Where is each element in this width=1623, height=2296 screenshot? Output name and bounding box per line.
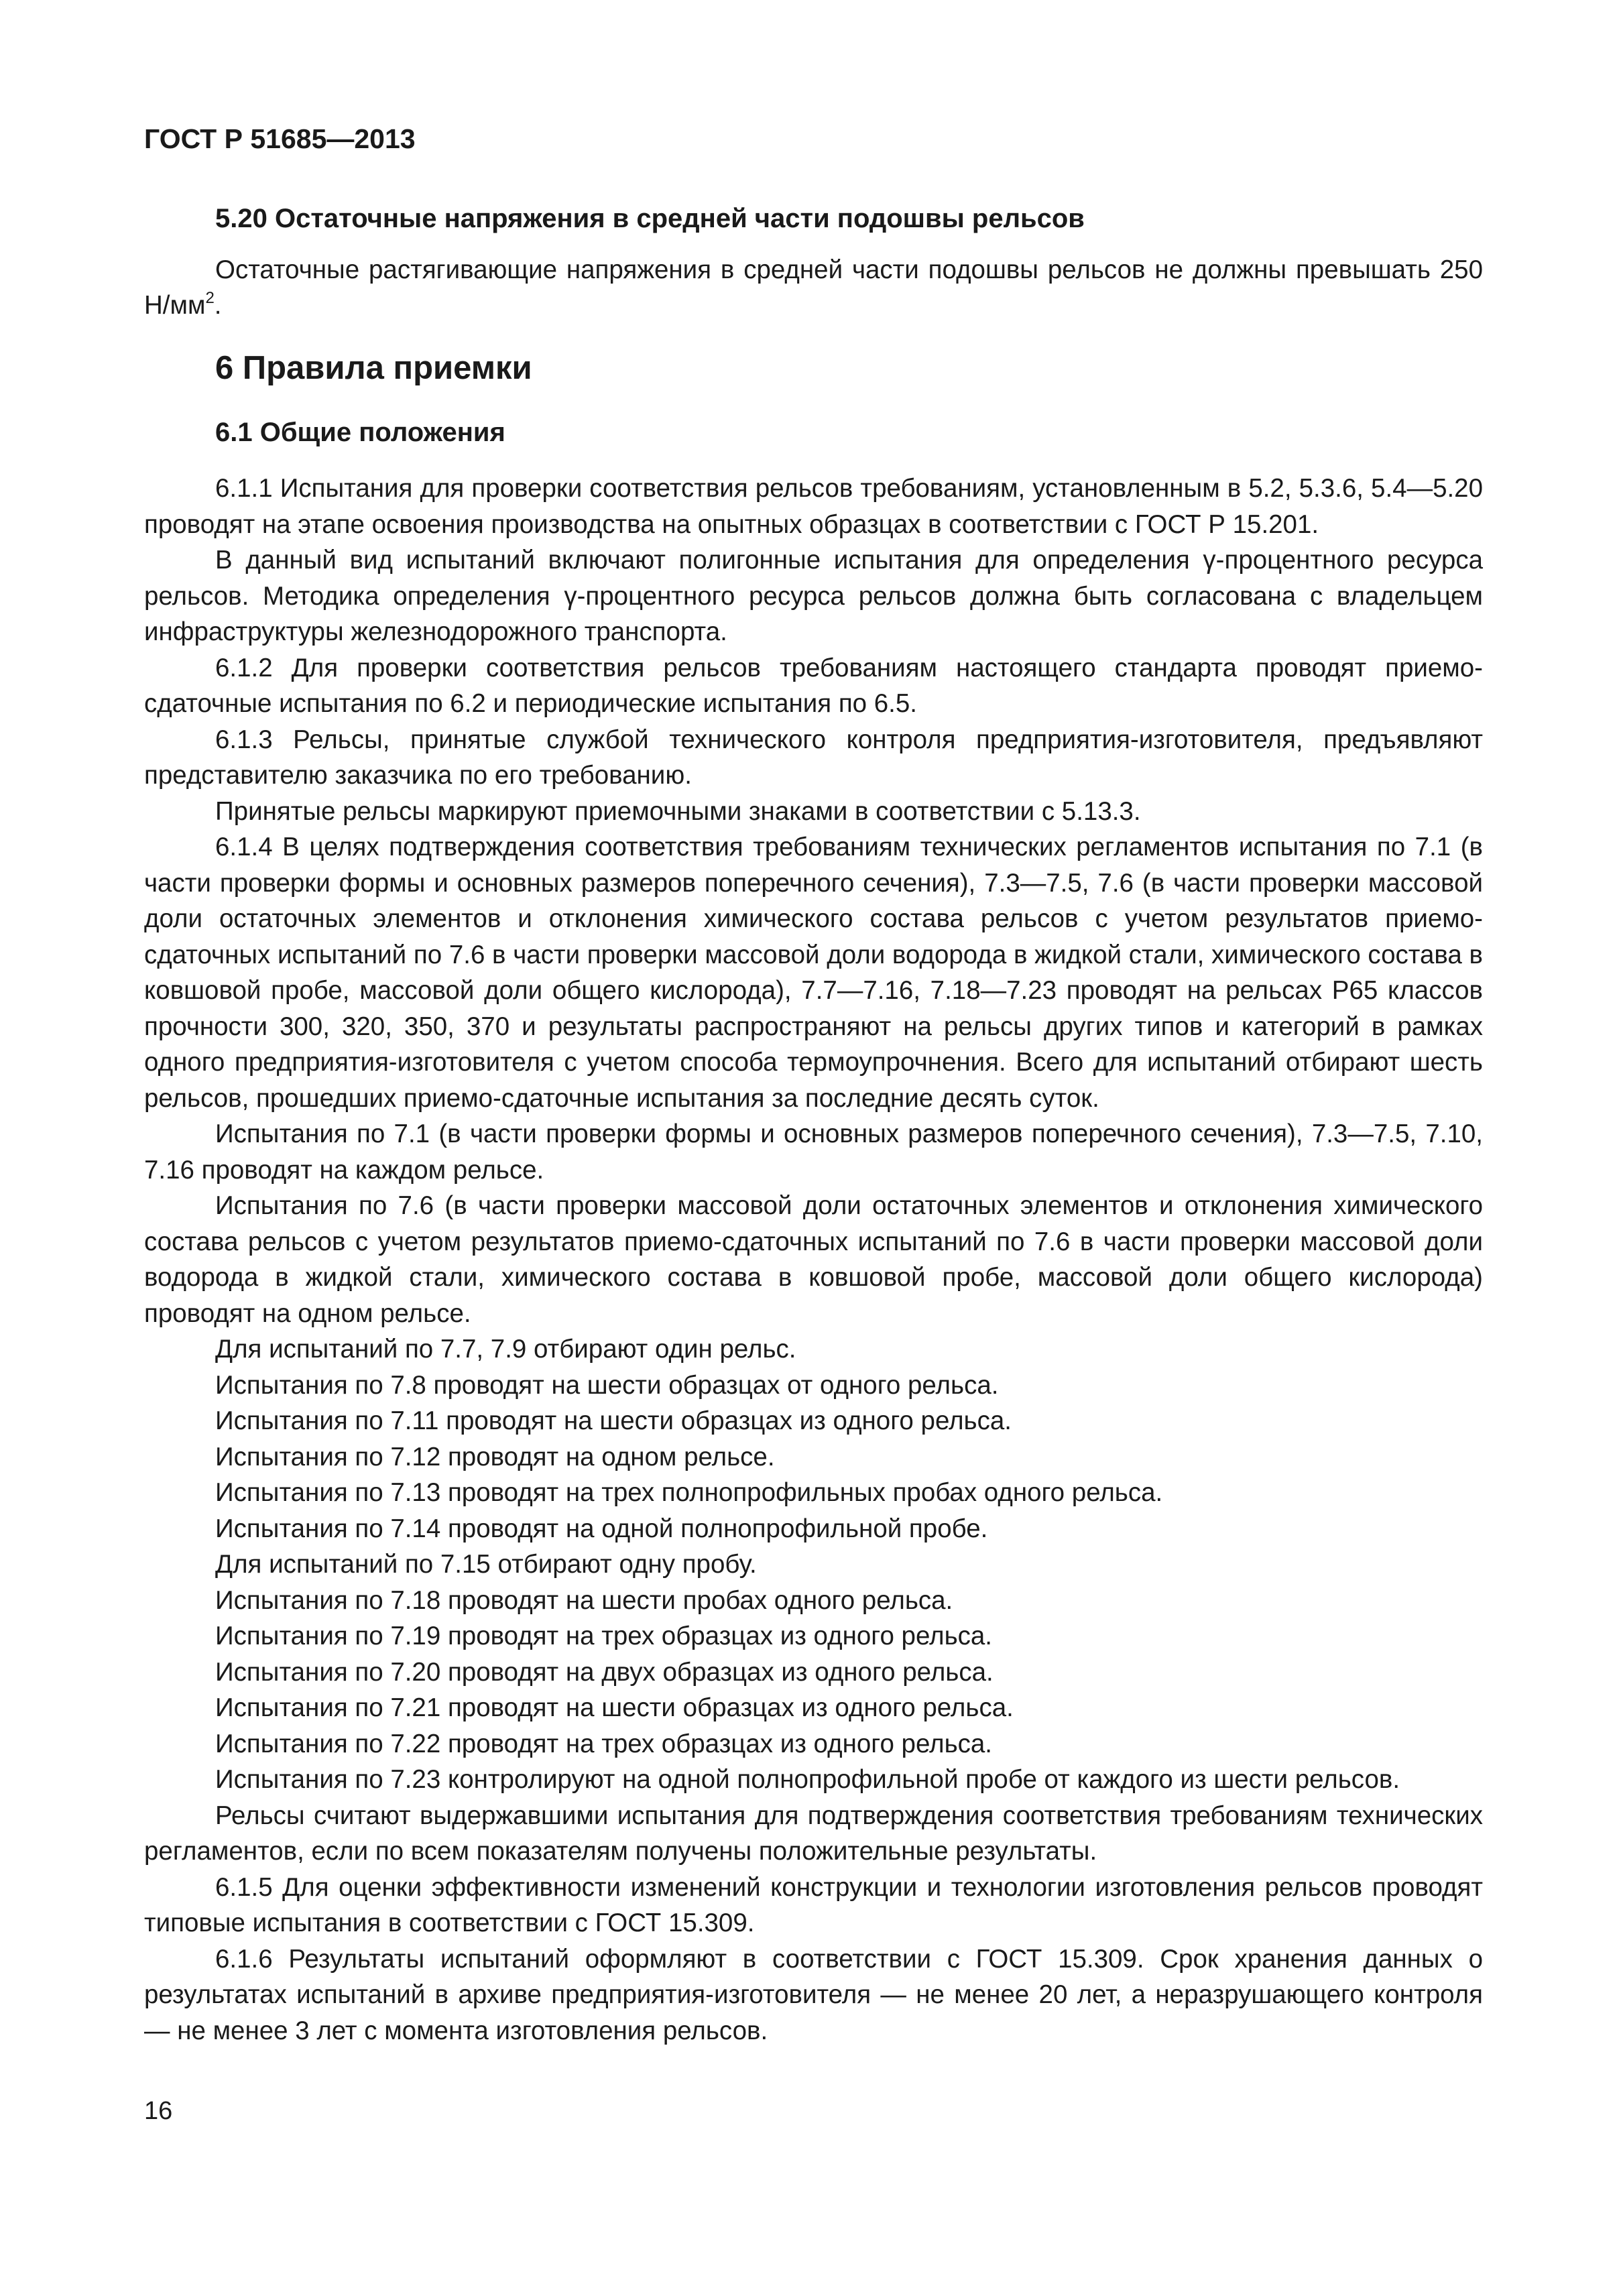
- paragraph: Испытания по 7.11 проводят на шести образцах из одного рельса.: [215, 1406, 1012, 1435]
- document-body: [144, 201, 1483, 2049]
- paragraph-5-20: Остаточные растягивающие напряжения в средней части подошвы рельсов не должны превышать 250 $Н/мм^2$.: [144, 255, 1483, 320]
- paragraph: Испытания по 7.19 проводят на трех образцах из одного рельса.: [215, 1622, 992, 1650]
- subsection-heading-6-1: 6.1 Общие положения: [215, 417, 505, 447]
- paragraph: 6.1.6 Результаты испытаний оформляют в соответствии с ГОСТ 15.309. Срок хранения данных о результатах испытаний в архиве предприятия-изготовителя — не менее 20 лет, а неразрушающего контроля — не менее 3 лет с момента изготовления рельсов.: [144, 1944, 1483, 2045]
- paragraph: 6.1.4 В целях подтверждения соответствия требованиям технических регламентов испытания по 7.1 (в части проверки формы и основных размеров поперечного сечения), 7.3—7.5, 7.6 (в части проверки массовой доли остаточных элементов и отклонения химического состава рельсов с учетом результатов приемо-сдаточных испытаний по 7.6 в части проверки массовой доли водорода в жидкой стали, химического состава в ковшовой пробе, массовой доли общего кислорода), 7.7—7.16, 7.18—7.23 проводят на рельсах Р65 классов прочности 300, 320, 350, 370 и результаты распространяют на рельсы других типов и категорий в рамках одного предприятия-изготовителя с учетом способа термоупрочнения. Всего для испытаний отбирают шесть рельсов, прошедших приемо-сдаточные испытания за последние десять суток.: [144, 833, 1483, 1113]
- paragraph: Испытания по 7.13 проводят на трех полнопрофильных пробах одного рельса.: [215, 1478, 1163, 1507]
- paragraph: 6.1.5 Для оценки эффективности изменений конструкции и технологии изготовления рельсов проводят типовые испытания в соответствии с ГОСТ 15.309.: [144, 1872, 1483, 1937]
- paragraph: Принятые рельсы маркируют приемочными знаками в соответствии с 5.13.3.: [215, 796, 1141, 826]
- paragraph: Испытания по 7.14 проводят на одной полнопрофильной пробе.: [215, 1514, 988, 1543]
- paragraph: Испытания по 7.22 проводят на трех образцах из одного рельса.: [215, 1729, 992, 1758]
- paragraph: Испытания по 7.1 (в части проверки формы и основных размеров поперечного сечения), 7.3—7.5, 7.10, 7.16 проводят на каждом рельсе.: [144, 1120, 1483, 1185]
- paragraph: Испытания по 7.20 проводят на двух образцах из одного рельса.: [215, 1657, 994, 1687]
- section-heading-5-20: 5.20 Остаточные напряжения в средней части подошвы рельсов: [215, 204, 1085, 233]
- paragraph: 6.1.2 Для проверки соответствия рельсов требованиям настоящего стандарта проводят приемо-сдаточные испытания по 6.2 и периодические испытания по 6.5.: [144, 653, 1483, 718]
- paragraph: В данный вид испытаний включают полигонные испытания для определения γ-процентного ресурса рельсов. Методика определения γ-процентного ресурса рельсов должна быть согласована с владельцем инфраструктуры железнодорожного транспорта.: [144, 546, 1483, 646]
- paragraph: Для испытаний по 7.15 отбирают одну пробу.: [215, 1550, 757, 1579]
- document-id-header: ГОСТ Р 51685—2013: [144, 123, 416, 154]
- paragraph: Испытания по 7.18 проводят на шести пробах одного рельса.: [215, 1585, 953, 1615]
- paragraph: Рельсы считают выдержавшими испытания для подтверждения соответствия требованиям технических регламентов, если по всем показателям получены положительные результаты.: [144, 1801, 1483, 1866]
- paragraph: Испытания по 7.21 проводят на шести образцах из одного рельса.: [215, 1693, 1014, 1722]
- paragraph: Испытания по 7.6 (в части проверки массовой доли остаточных элементов и отклонения химического состава рельсов с учетом результатов приемо-сдаточных испытаний по 7.6 в части проверки массовой доли водорода в жидкой стали, химического состава в ковшовой пробе, массовой доли общего кислорода) проводят на одном рельсе.: [144, 1191, 1483, 1328]
- superscript-2: 2: [205, 289, 215, 307]
- paragraph: Для испытаний по 7.7, 7.9 отбирают один рельс.: [215, 1335, 796, 1364]
- paragraph: Испытания по 7.8 проводят на шести образцах от одного рельса.: [215, 1370, 999, 1400]
- page-number: 16: [144, 2097, 173, 2125]
- paragraph: Испытания по 7.23 контролируют на одной полнопрофильной пробе от каждого из шести рельсов.: [215, 1765, 1400, 1794]
- paragraph: 6.1.3 Рельсы, принятые службой технического контроля предприятия-изготовителя, предъявляют представителю заказчика по его требованию.: [144, 725, 1483, 790]
- paragraph: 6.1.1 Испытания для проверки соответствия рельсов требованиям, установленным в 5.2, 5.3.6, 5.4—5.20 проводят на этапе освоения производства на опытных образцах в соответствии с ГОСТ Р 15.201.: [144, 474, 1483, 539]
- section-heading-6: 6 Правила приемки: [215, 349, 532, 386]
- paragraph: Испытания по 7.12 проводят на одном рельсе.: [215, 1442, 775, 1471]
